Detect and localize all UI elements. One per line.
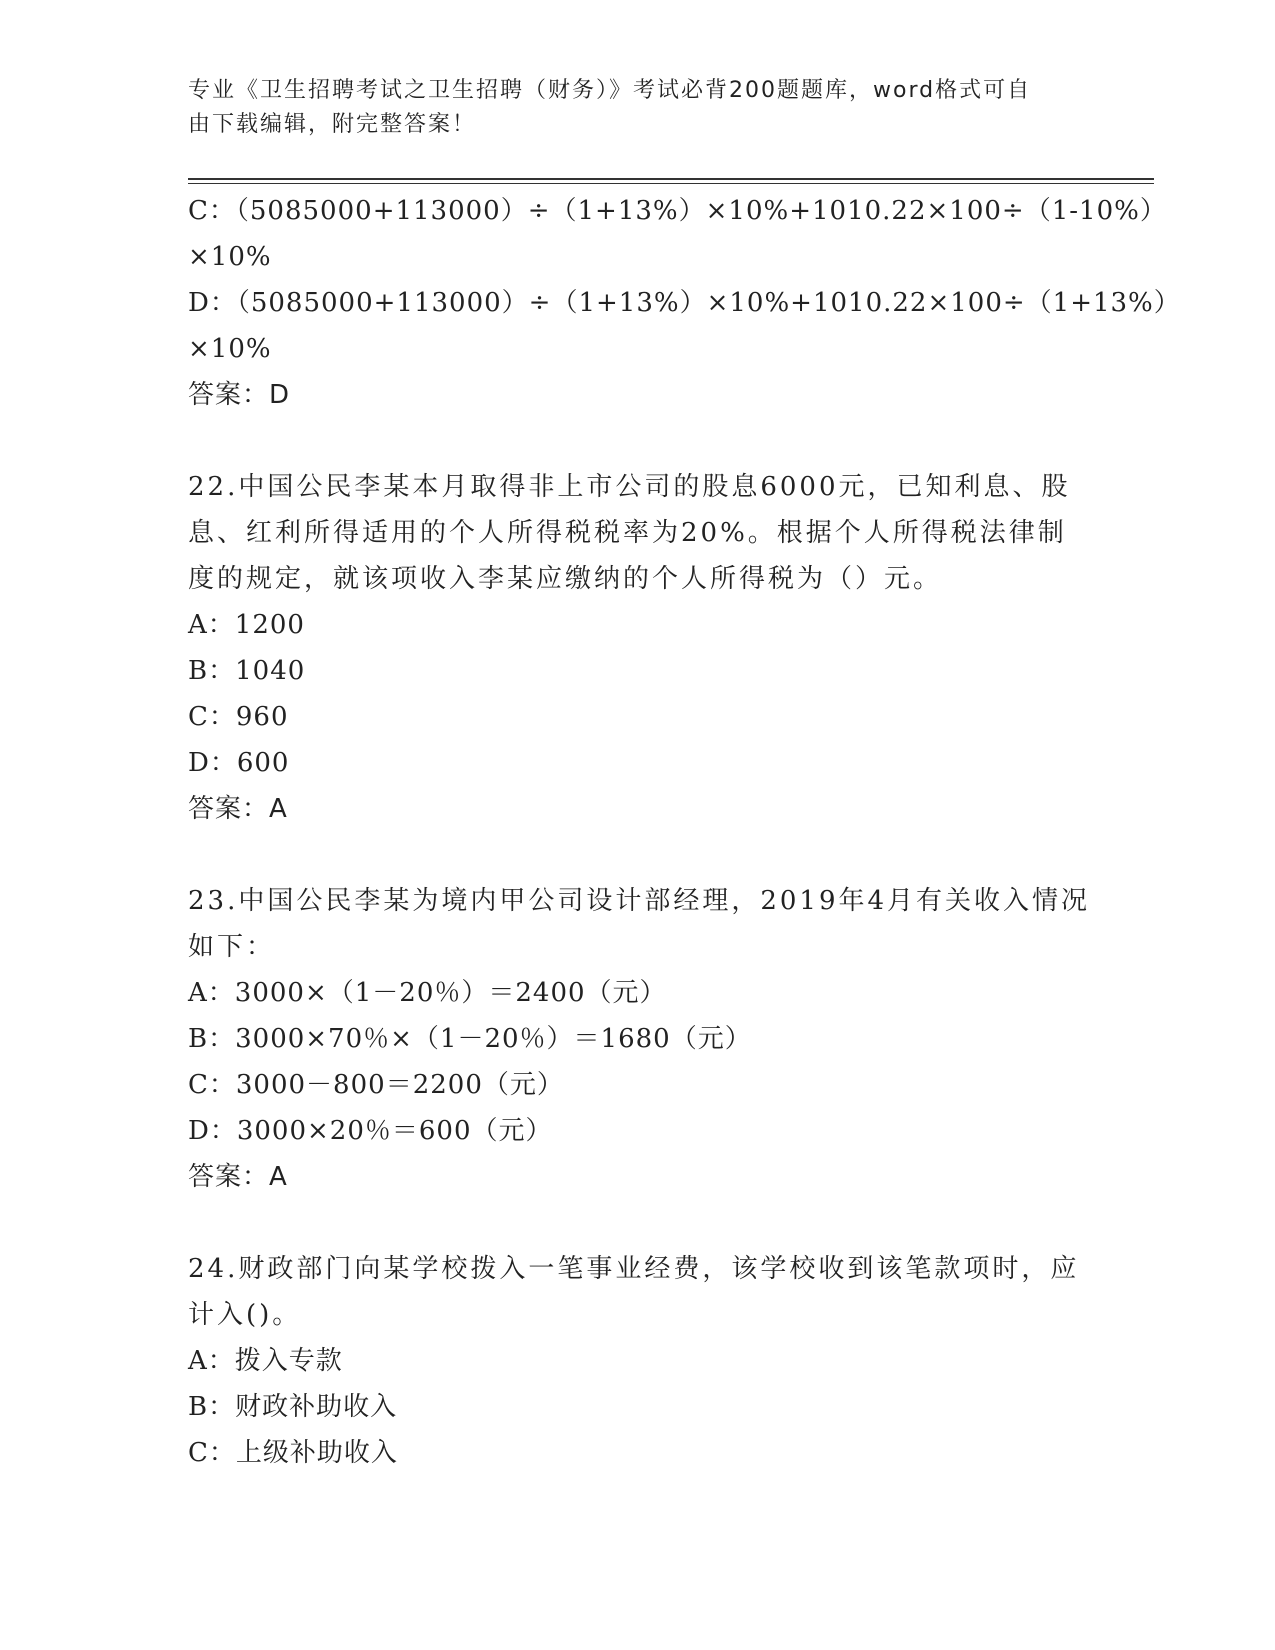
option-c: C：960 — [188, 702, 289, 732]
spacer — [188, 1200, 1088, 1246]
question-22 — [188, 464, 1088, 832]
page-header — [188, 74, 1088, 142]
spacer — [188, 418, 1088, 464]
question-text-line: 22.中国公民李某本月取得非上市公司的股息6000元，已知利息、股 — [188, 472, 1071, 502]
answer-line: 答案：A — [188, 1162, 288, 1192]
option-d-line-2: ×10% — [188, 334, 272, 364]
spacer — [188, 832, 1088, 878]
option-c: C：上级补助收入 — [188, 1438, 398, 1468]
option-d: D：3000×20％＝600（元） — [188, 1116, 553, 1146]
option-c: C：3000－800＝2200（元） — [188, 1070, 564, 1100]
option-b: B：财政补助收入 — [188, 1392, 398, 1422]
option-c-line-1: C：（5085000+113000）÷（1+13%）×10%+1010.22×100÷（1-10%） — [188, 196, 1167, 226]
answer-line: 答案：D — [188, 380, 291, 410]
question-24 — [188, 1246, 1088, 1476]
question-text-line: 计入()。 — [188, 1300, 302, 1330]
question-text-line: 24.财政部门向某学校拨入一笔事业经费，该学校收到该笔款项时，应 — [188, 1254, 1080, 1284]
option-a: A：3000×（1－20％）＝2400（元） — [188, 978, 667, 1008]
option-c-line-2: ×10% — [188, 242, 272, 272]
option-a: A：1200 — [188, 610, 305, 640]
option-a: A：拨入专款 — [188, 1346, 343, 1376]
header-rule-thin — [188, 183, 1154, 184]
answer-line: 答案：A — [188, 794, 288, 824]
header-line-2: 由下载编辑，附完整答案！ — [188, 112, 477, 137]
question-text-line: 如下： — [188, 932, 276, 962]
option-d-line-1: D：（5085000+113000）÷（1+13%）×10%+1010.22×100÷（1+13%） — [188, 288, 1181, 318]
option-b: B：3000×70％×（1－20％）＝1680（元） — [188, 1024, 752, 1054]
question-text-line: 23.中国公民李某为境内甲公司设计部经理，2019年4月有关收入情况 — [188, 886, 1091, 916]
option-b: B：1040 — [188, 656, 306, 686]
document-body — [188, 188, 1181, 1476]
question-text-line: 度的规定，就该项收入李某应缴纳的个人所得税为（）元。 — [188, 564, 943, 594]
option-d: D：600 — [188, 748, 290, 778]
question-23 — [188, 878, 1091, 1200]
question-text-line: 息、红利所得适用的个人所得税税率为20%。根据个人所得税法律制 — [188, 518, 1067, 548]
header-line-1: 专业《卫生招聘考试之卫生招聘（财务）》考试必背200题题库，word格式可自 — [188, 78, 1032, 103]
header-rule-thick — [188, 178, 1154, 180]
